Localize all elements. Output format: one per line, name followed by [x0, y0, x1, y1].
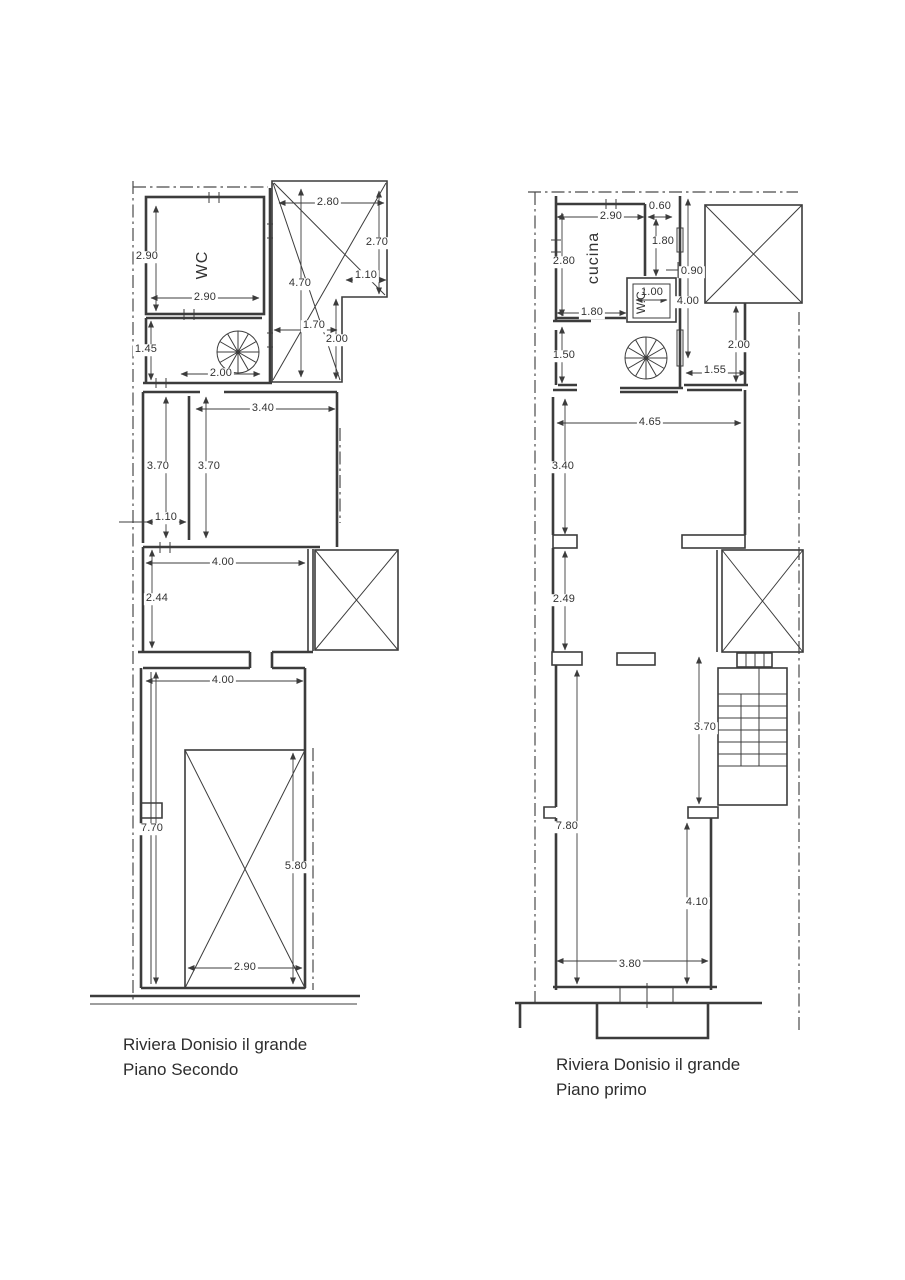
- dim-label: 0.60: [648, 200, 672, 213]
- entry-porch: [597, 1003, 708, 1038]
- dim-label: 4.00: [211, 556, 235, 569]
- caption-piano-primo: [556, 1052, 740, 1102]
- dim-label: 1.80: [580, 306, 604, 319]
- caption-line2: Piano Secondo: [123, 1060, 239, 1079]
- dim-label: 1.00: [640, 286, 664, 299]
- dim-label: 2.80: [316, 196, 340, 209]
- dim-label: 3.70: [693, 721, 717, 734]
- balcony-x-box-primo: [717, 550, 803, 652]
- dim-label: 2.90: [233, 961, 257, 974]
- dim-label: 3.70: [146, 460, 170, 473]
- dim-label: 2.00: [325, 333, 349, 346]
- dim-label: 5.80: [284, 860, 308, 873]
- caption-line1: Riviera Donisio il grande: [123, 1035, 308, 1054]
- dim-label: 2.90: [599, 210, 623, 223]
- room-label-wc-primo: W.C.: [634, 288, 648, 314]
- spiral-staircase-icon-primo: [625, 337, 667, 379]
- dim-label: 7.70: [140, 822, 164, 835]
- shaft-x-box-primo: [705, 205, 802, 303]
- dim-label: 7.80: [555, 820, 579, 833]
- dim-label: 2.00: [727, 339, 751, 352]
- dim-label: 3.40: [551, 460, 575, 473]
- dim-label: 2.90: [193, 291, 217, 304]
- caption-piano-secondo: [123, 1032, 307, 1082]
- dim-label: 0.90: [680, 265, 704, 278]
- caption-line1: Riviera Donisio il grande: [556, 1055, 741, 1074]
- dim-label: 1.50: [552, 349, 576, 362]
- dim-label: 3.80: [618, 958, 642, 971]
- dim-label: 2.70: [365, 236, 389, 249]
- dim-label: 2.00: [209, 367, 233, 380]
- dim-label: 3.70: [197, 460, 221, 473]
- dim-label: 2.44: [145, 592, 169, 605]
- dim-label: 1.80: [651, 235, 675, 248]
- balcony-x-box: [315, 550, 398, 650]
- dim-label: 2.90: [135, 250, 159, 263]
- caption-line2: Piano primo: [556, 1080, 647, 1099]
- dim-label: 2.49: [552, 593, 576, 606]
- piano-primo-plan: [515, 192, 803, 1038]
- dim-label: 4.10: [685, 896, 709, 909]
- counter-block: [617, 653, 655, 665]
- dim-label: 3.40: [251, 402, 275, 415]
- dim-label: 1.55: [703, 364, 727, 377]
- room-label-cucina: cucina: [585, 231, 602, 285]
- dim-label: 4.00: [676, 295, 700, 308]
- dim-label: 4.70: [288, 277, 312, 290]
- room-label-wc: WC: [194, 250, 211, 280]
- dim-label: 1.10: [154, 511, 178, 524]
- staircase-icon: [718, 653, 787, 805]
- dim-label: 4.00: [211, 674, 235, 687]
- piano-secondo-plan: [90, 181, 398, 1004]
- dim-label: 1.10: [354, 269, 378, 282]
- dim-label: 4.65: [638, 416, 662, 429]
- dim-label: 1.70: [302, 319, 326, 332]
- dim-label: 2.80: [552, 255, 576, 268]
- dim-label: 1.45: [134, 343, 158, 356]
